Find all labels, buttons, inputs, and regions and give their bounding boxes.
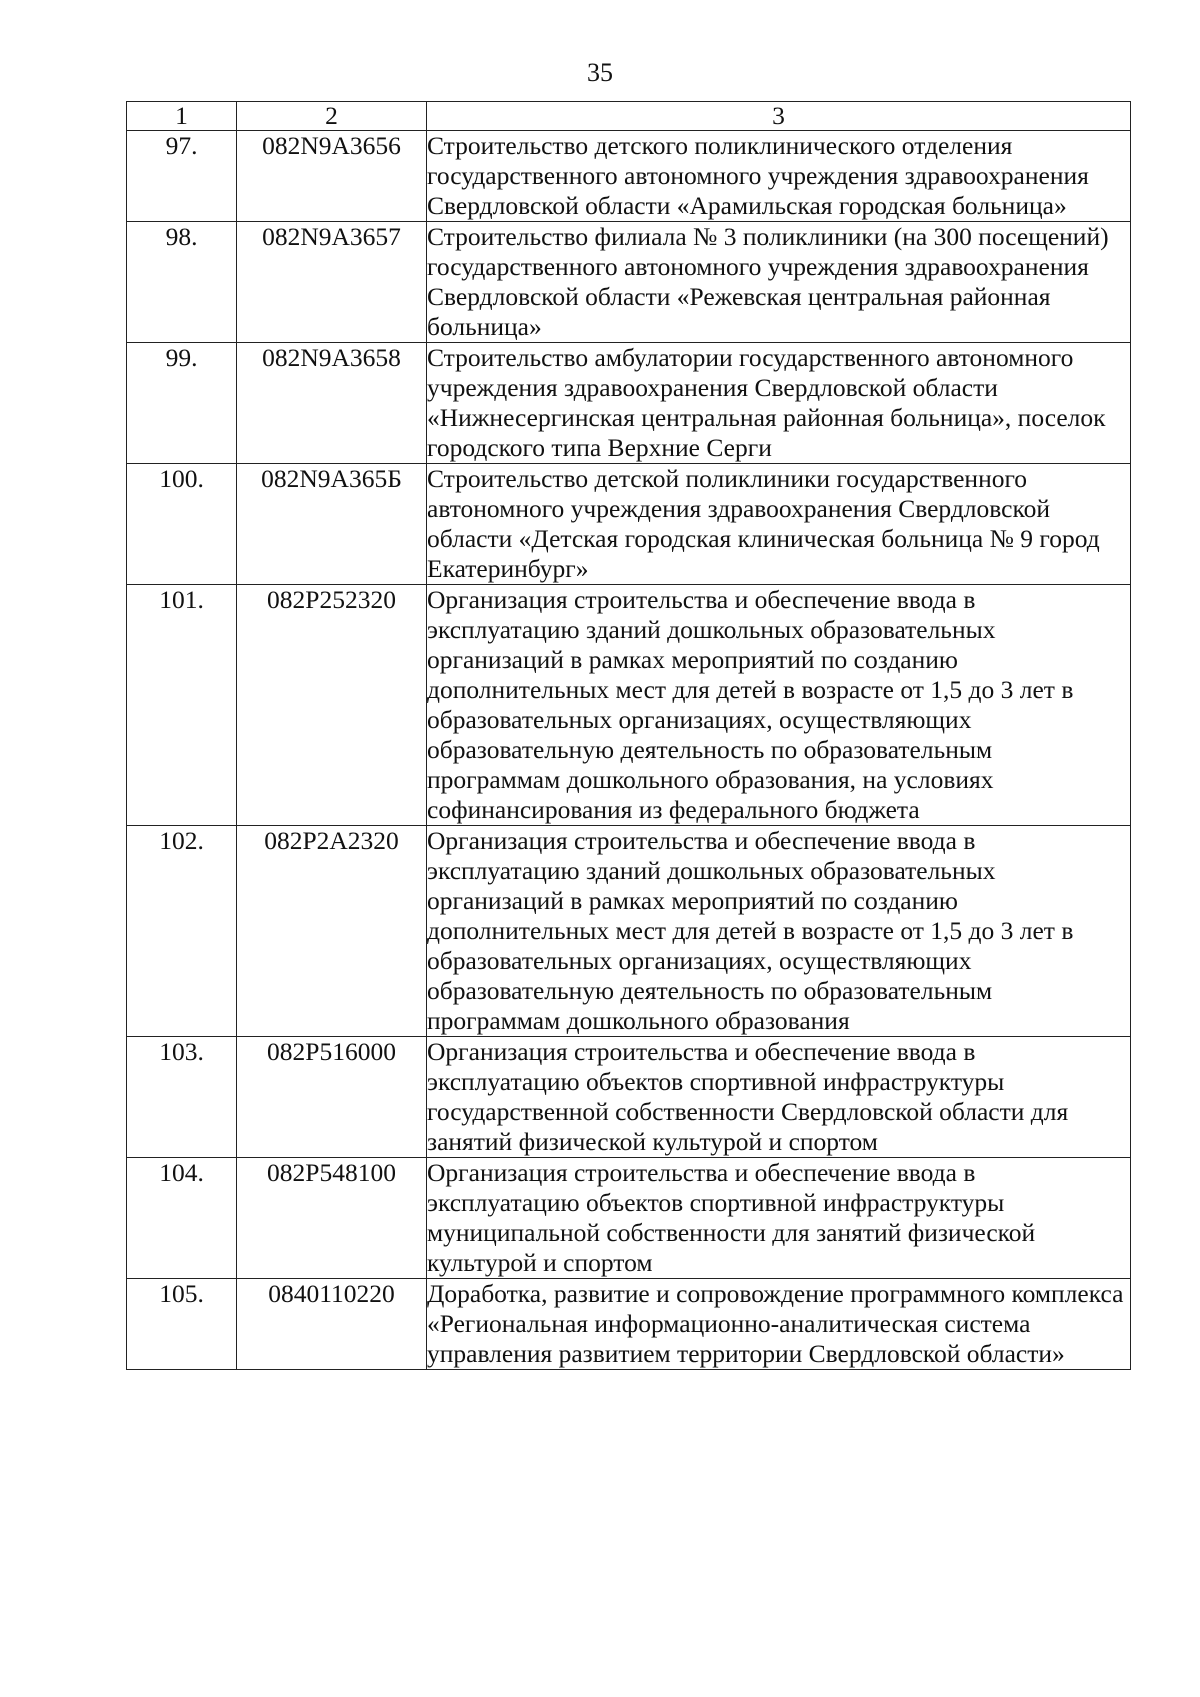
row-description: Строительство филиала № 3 поликлиники (на 300 посещений) государственного автономного учреждения здравоохранения Свердловской области «Режевская центральная районная больница» — [427, 222, 1131, 343]
budget-code-table — [126, 101, 1131, 1370]
column-header-2: 2 — [237, 102, 427, 131]
row-description: Организация строительства и обеспечение ввода в эксплуатацию зданий дошкольных образовательных организаций в рамках мероприятий по созданию дополнительных мест для детей в возрасте от 1,5 до 3 лет в образовательных организациях, осуществляющих образовательную деятельность по образовательным программам дошкольного образования — [427, 826, 1131, 1037]
table-row — [127, 1158, 1131, 1279]
row-code: 082P516000 — [237, 1037, 427, 1158]
row-number: 101. — [127, 585, 237, 826]
row-code: 082P252320 — [237, 585, 427, 826]
row-code: 082N9A3658 — [237, 343, 427, 464]
row-number: 102. — [127, 826, 237, 1037]
row-number: 98. — [127, 222, 237, 343]
row-number: 100. — [127, 464, 237, 585]
row-code: 082N9A3657 — [237, 222, 427, 343]
column-header-3: 3 — [427, 102, 1131, 131]
row-description: Доработка, развитие и сопровождение программного комплекса «Региональная информационно-аналитическая система управления развитием территории Свердловской области» — [427, 1279, 1131, 1370]
table-row — [127, 222, 1131, 343]
row-number: 99. — [127, 343, 237, 464]
column-header-1: 1 — [127, 102, 237, 131]
row-code: 082N9A365Б — [237, 464, 427, 585]
table-row — [127, 343, 1131, 464]
row-number: 97. — [127, 131, 237, 222]
row-code: 082P2A2320 — [237, 826, 427, 1037]
row-description: Строительство детской поликлиники государственного автономного учреждения здравоохранения Свердловской области «Детская городская клиническая больница № 9 город Екатеринбург» — [427, 464, 1131, 585]
row-number: 104. — [127, 1158, 237, 1279]
table-header-row — [127, 102, 1131, 131]
row-description: Строительство амбулатории государственного автономного учреждения здравоохранения Свердловской области «Нижнесергинская центральная районная больница», поселок городского типа Верхние Серги — [427, 343, 1131, 464]
row-number: 103. — [127, 1037, 237, 1158]
row-description: Строительство детского поликлинического отделения государственного автономного учреждения здравоохранения Свердловской области «Арамильская городская больница» — [427, 131, 1131, 222]
table-row — [127, 464, 1131, 585]
table-row — [127, 585, 1131, 826]
row-description: Организация строительства и обеспечение ввода в эксплуатацию зданий дошкольных образовательных организаций в рамках мероприятий по созданию дополнительных мест для детей в возрасте от 1,5 до 3 лет в образовательных организациях, осуществляющих образовательную деятельность по образовательным программам дошкольного образования, на условиях софинансирования из федерального бюджета — [427, 585, 1131, 826]
table-row — [127, 1279, 1131, 1370]
table-row — [127, 826, 1131, 1037]
row-code: 082P548100 — [237, 1158, 427, 1279]
table-row — [127, 1037, 1131, 1158]
row-code: 082N9A3656 — [237, 131, 427, 222]
table-row — [127, 131, 1131, 222]
row-description: Организация строительства и обеспечение ввода в эксплуатацию объектов спортивной инфраструктуры муниципальной собственности для занятий физической культурой и спортом — [427, 1158, 1131, 1279]
row-description: Организация строительства и обеспечение ввода в эксплуатацию объектов спортивной инфраструктуры государственной собственности Свердловской области для занятий физической культурой и спортом — [427, 1037, 1131, 1158]
row-number: 105. — [127, 1279, 237, 1370]
row-code: 0840110220 — [237, 1279, 427, 1370]
page-number: 35 — [587, 58, 613, 87]
